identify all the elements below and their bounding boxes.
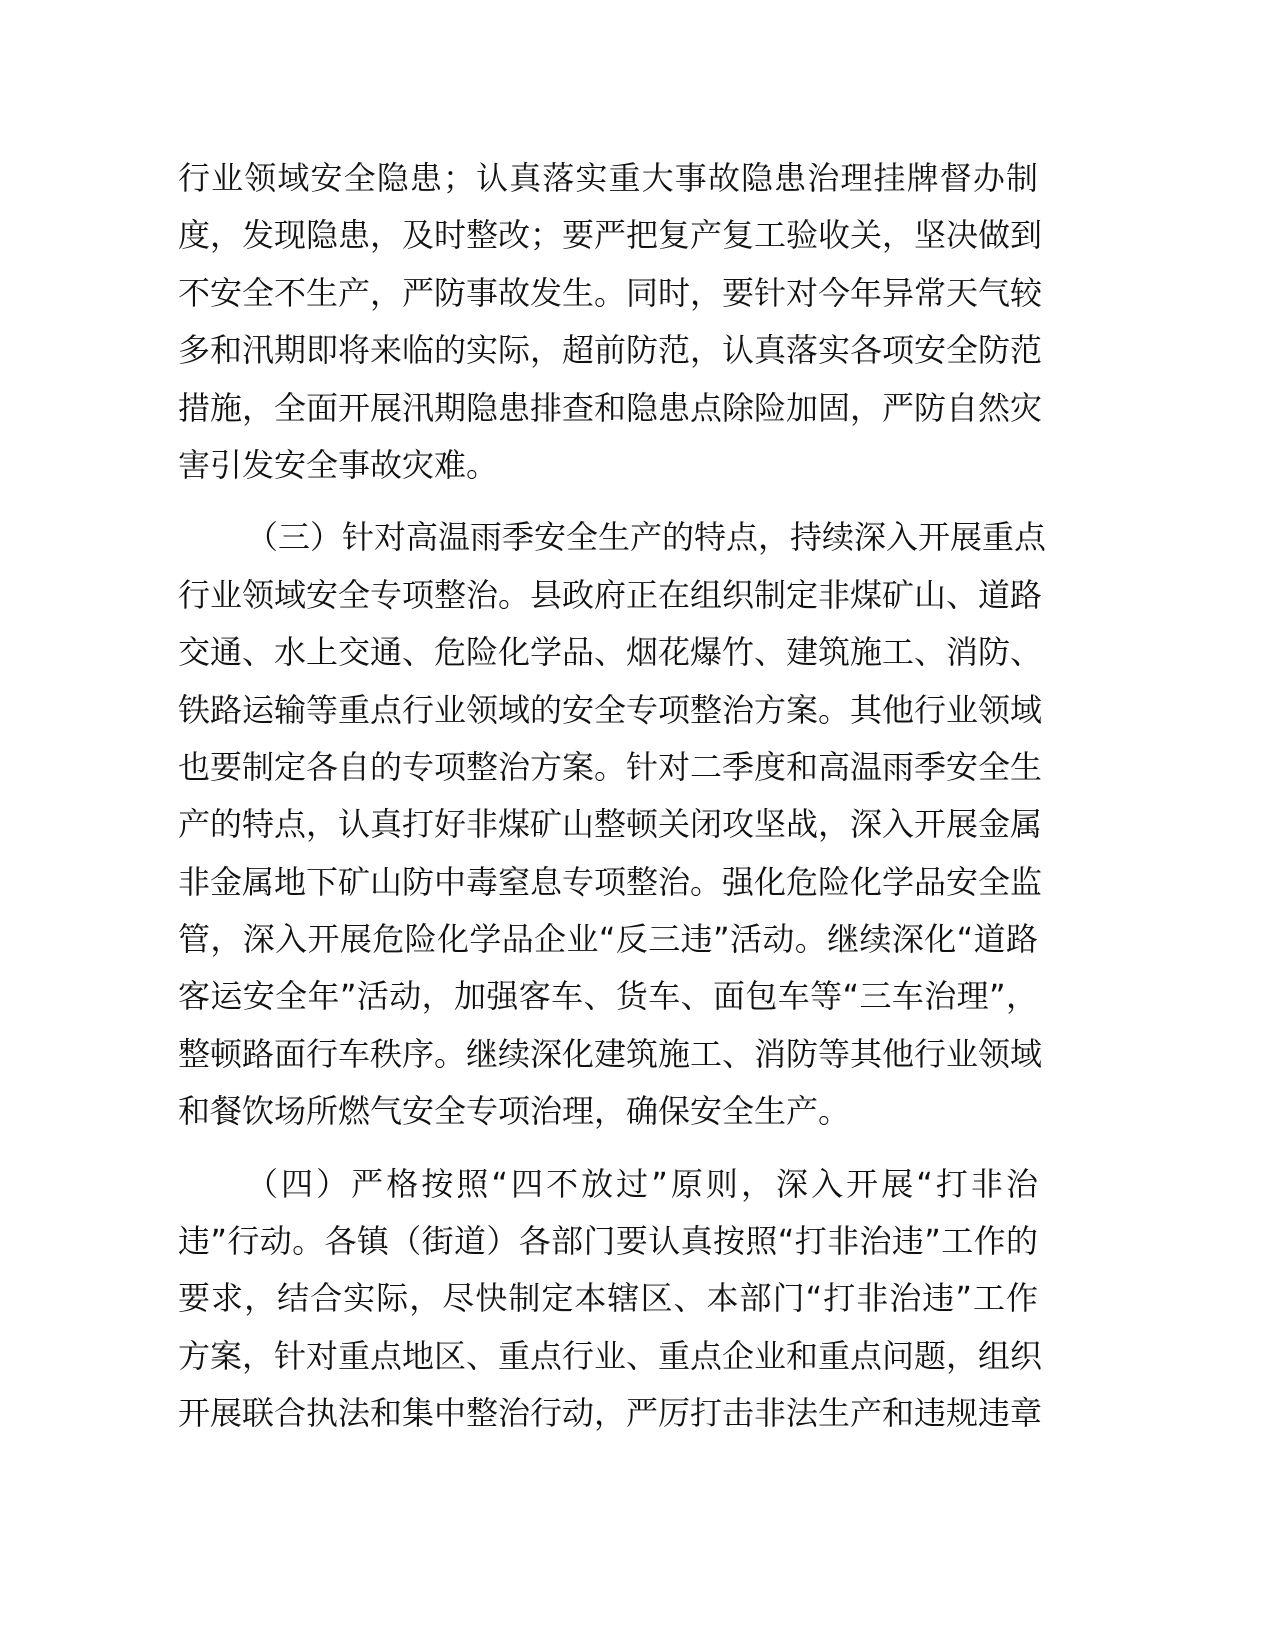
text-line: 产的特点，认真打好非煤矿山整顿关闭攻坚战，深入开展金属 [178,805,1043,844]
paragraph-3 [178,1156,1043,1443]
text-line: 度，发现隐患，及时整改；要严把复产复工验收关，坚决做到 [178,216,1043,255]
text-line: 交通、水上交通、危险化学品、烟花爆竹、建筑施工、消防、 [178,633,1043,672]
text-line: 也要制定各自的专项整治方案。针对二季度和高温雨季安全生 [178,747,1043,786]
text-line: 多和汛期即将来临的实际，超前防范，认真落实各项安全防范 [178,331,1043,370]
text-line: 要求，结合实际，尽快制定本辖区、本部门“打非治违”工作 [178,1279,1038,1318]
text-line: 非金属地下矿山防中毒窒息专项整治。强化危险化学品安全监 [178,862,1043,901]
text-line: （四）严格按照“四不放过”原则，深入开展“打非治 [246,1164,1038,1203]
text-line: 害引发安全事故灾难。 [178,445,499,484]
text-line: 方案，针对重点地区、重点行业、重点企业和重点问题，组织 [178,1336,1043,1375]
text-line: 不安全不生产，严防事故发生。同时，要针对今年异常天气较 [178,273,1043,312]
text-line: 行业领域安全专项整治。县政府正在组织制定非煤矿山、道路 [178,575,1043,614]
document-body [178,150,1047,1443]
text-line: （三）针对高温雨季安全生产的特点，持续深入开展重点 [246,518,1047,557]
text-line: 铁路运输等重点行业领域的安全专项整治方案。其他行业领域 [178,690,1043,729]
paragraph-1 [178,150,1043,494]
text-line: 违”行动。各镇（街道）各部门要认真按照“打非治违”工作的 [178,1222,1038,1261]
text-line: 和餐饮场所燃气安全专项治理，确保安全生产。 [178,1092,851,1131]
text-line: 整顿路面行车秩序。继续深化建筑施工、消防等其他行业领域 [178,1034,1043,1073]
text-line: 管，深入开展危险化学品企业“反三违”活动。继续深化“道路 [178,920,1038,959]
text-line: 措施，全面开展汛期隐患排查和隐患点除险加固，严防自然灾 [178,388,1043,427]
paragraph-spacer [178,1141,1038,1156]
paragraph-2 [178,509,1047,1140]
paragraph-spacer [178,494,1038,509]
text-line: 开展联合执法和集中整治行动，严厉打击非法生产和违规违章 [178,1394,1043,1433]
text-line: 行业领域安全隐患；认真落实重大事故隐患治理挂牌督办制 [178,159,1038,197]
text-line: 客运安全年”活动，加强客车、货车、面包车等“三车治理”， [178,977,1038,1016]
